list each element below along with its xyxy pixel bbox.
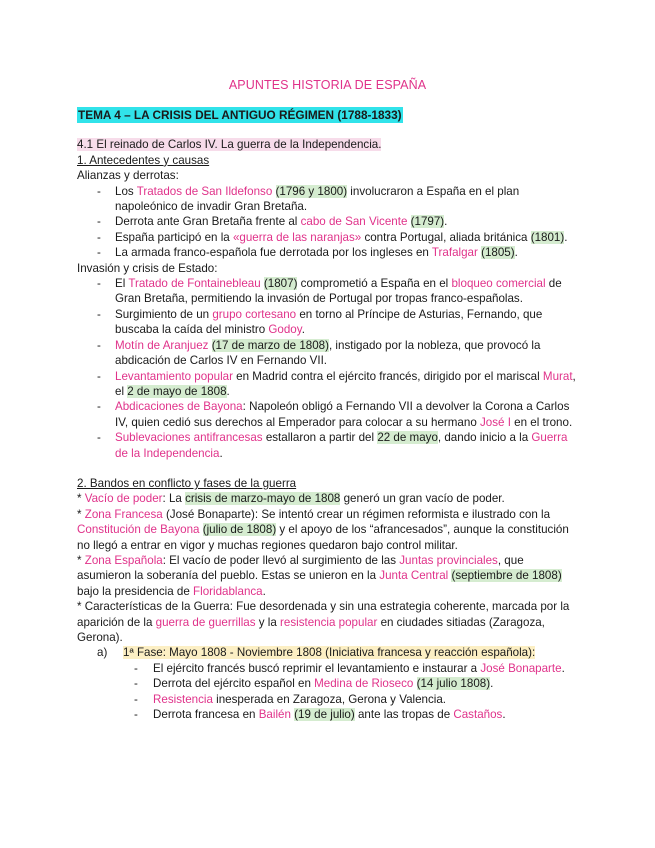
bandos-heading: 2. Bandos en conflicto y fases de la guerra — [77, 476, 297, 490]
tema-heading — [77, 108, 577, 123]
list-item: - El Tratado de Fontainebleau (1807) comprometió a España en el bloqueo comercial de Gran Bretaña, permitiendo la invasión de Portugal por tropas franco-españolas. — [77, 276, 577, 307]
list-item: - Surgimiento de un grupo cortesano en torno al Príncipe de Asturias, Fernando, que buscaba la caída del ministro Godoy. — [77, 307, 577, 338]
section-4-1-heading: 4.1 El reinado de Carlos IV. La guerra de la Independencia. — [77, 138, 382, 152]
tema-highlight: TEMA 4 – LA CRISIS DEL ANTIGUO RÉGIMEN (1788-1833) — [78, 108, 402, 122]
paragraph-vacio: * Vacío de poder: La crisis de marzo-mayo de 1808 generó un gran vacío de poder. — [77, 492, 505, 506]
list-item: - Sublevaciones antifrancesas estallaron a partir del 22 de mayo, dando inicio a la Guerra de la Independencia. — [77, 430, 577, 461]
fase-1-list — [77, 661, 577, 723]
document-title: APUNTES HISTORIA DE ESPAÑA — [228, 78, 427, 92]
list-item: - El ejército francés buscó reprimir el levantamiento e instaurar a José Bonaparte. — [77, 661, 577, 676]
invasion-list — [77, 276, 577, 461]
document-body — [77, 108, 577, 722]
list-item: - Motín de Aranjuez (17 de marzo de 1808), instigado por la nobleza, que provocó la abdicación de Carlos IV en Fernando VII. — [77, 338, 577, 369]
list-item: - Resistencia inesperada en Zaragoza, Gerona y Valencia. — [77, 692, 577, 707]
list-item: - La armada franco-española fue derrotada por los ingleses en Trafalgar (1805). — [77, 245, 577, 260]
list-item: - Los Tratados de San Ildefonso (1796 y 1800) involucraron a España en el plan napoleónico de invadir Gran Bretaña. — [77, 184, 577, 215]
paragraph-caracteristicas: * Características de la Guerra: Fue desordenada y sin una estrategia coherente, marcada por la aparición de la guerra de guerrillas y la resistencia popular en ciudades sitiadas (Zaragoza, Gerona). — [77, 600, 570, 644]
alianzas-list — [77, 184, 577, 261]
list-item: - Derrota ante Gran Bretaña frente al cabo de San Vicente (1797). — [77, 214, 577, 229]
paragraph-zona-espanola: * Zona Española: El vacío de poder llevó al surgimiento de las Juntas provinciales, que asumieron la soberanía del pueblo. Estas se unieron en la Junta Central (septiembre de 1808) bajo la presidencia de Floridablanca. — [77, 553, 562, 598]
paragraph-zona-francesa: * Zona Francesa (José Bonaparte): Se intentó crear un régimen reformista e ilustrado con la Constitución de Bayona (julio de 1808) y el apoyo de los “afrancesados”, aunque la constitución no llegó a entrar en vigor y muchas regiones quedaron bajo control militar. — [77, 507, 569, 552]
alianzas-label: Alianzas y derrotas: — [77, 169, 179, 183]
list-item: - Derrota francesa en Bailén (19 de julio) ante las tropas de Castaños. — [77, 707, 577, 722]
list-item: - Abdicaciones de Bayona: Napoleón obligó a Fernando VII a devolver la Corona a Carlos IV, quien cedió sus derechos al Emperador para colocar a su hermano José I en el trono. — [77, 399, 577, 430]
list-item: - España participó en la «guerra de las naranjas» contra Portugal, aliada británica (1801). — [77, 230, 577, 245]
antecedentes-heading: 1. Antecedentes y causas — [77, 153, 210, 167]
fase-1-heading: a) 1ª Fase: Mayo 1808 - Noviembre 1808 (Iniciativa francesa y reacción española): — [97, 646, 536, 660]
invasion-label: Invasión y crisis de Estado: — [77, 261, 218, 275]
list-item: - Derrota del ejército español en Medina de Rioseco (14 julio 1808). — [77, 676, 577, 691]
list-item: - Levantamiento popular en Madrid contra el ejército francés, dirigido por el mariscal Murat, el 2 de mayo de 1808. — [77, 369, 577, 400]
